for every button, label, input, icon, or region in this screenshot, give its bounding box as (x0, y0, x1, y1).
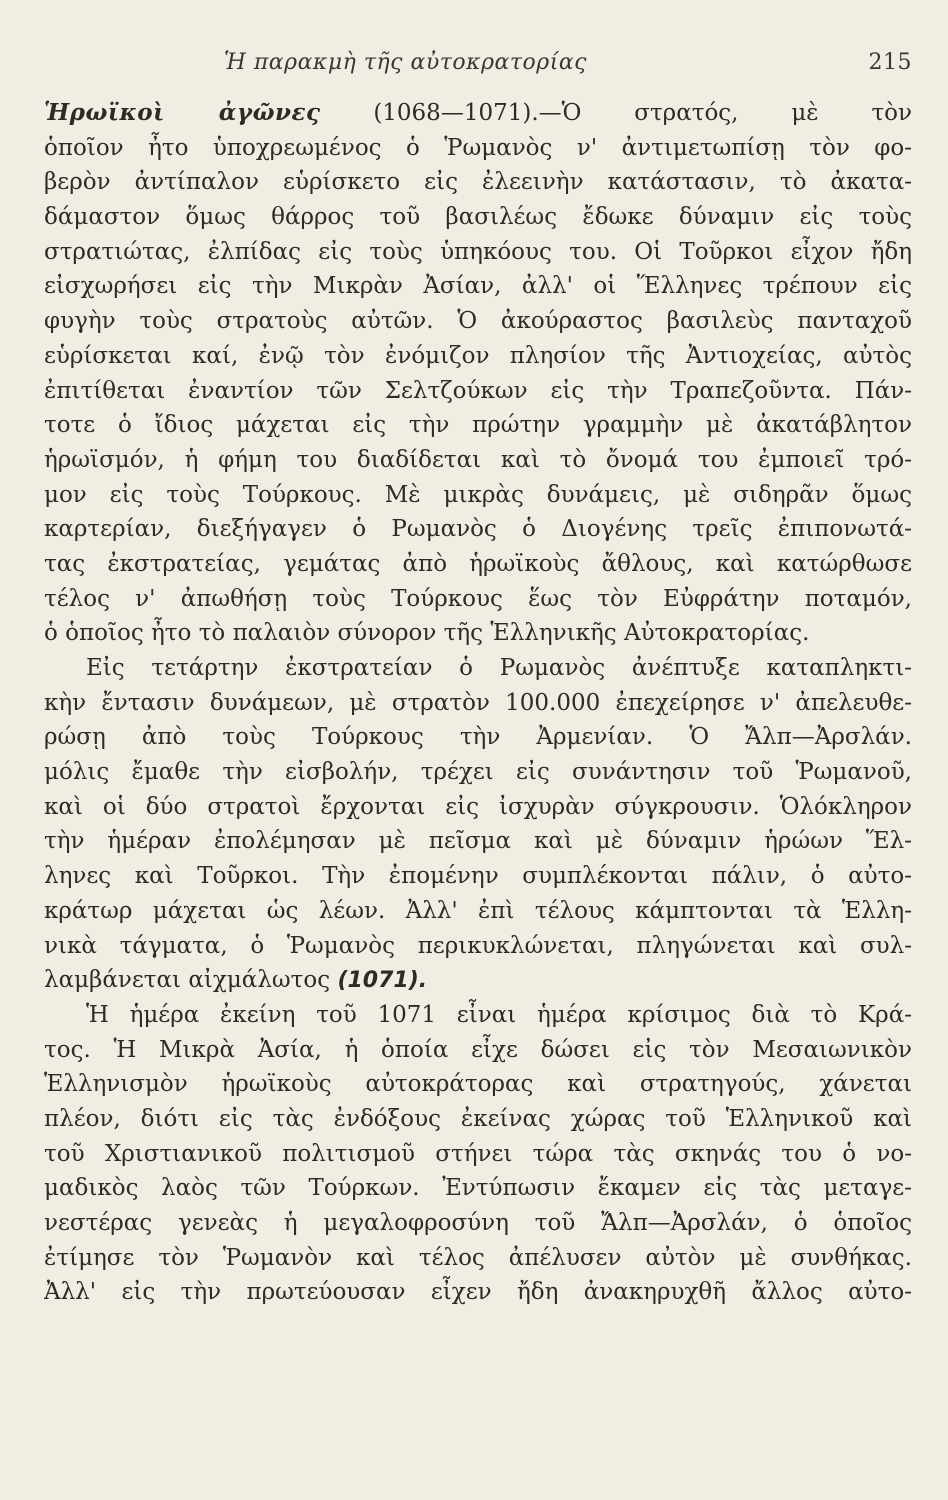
text-line: τος. Ἡ Μικρὰ Ἀσία, ἡ ὁποία εἶχε δώσει εἰς τὸν Μεσαιωνικὸν (44, 1036, 912, 1063)
page-number: 215 (868, 50, 912, 75)
text-line: βερὸν ἀντίπαλον εὑρίσκετο εἰς ἐλεεινὴν κατάστασιν, τὸ ἀκατα- (44, 169, 912, 196)
text-line: Ἑλληνισμὸν ἡρωϊκοὺς αὐτοκράτορας καὶ στρατηγούς, χάνεται (44, 1071, 912, 1098)
text-line: Εἰς τετάρτην ἐκστρατείαν ὁ Ρωμανὸς ἀνέπτυξε καταπληκτι- (86, 655, 912, 681)
text-line: κράτωρ μάχεται ὡς λέων. Ἀλλ' ἐπὶ τέλους κάμπτονται τὰ Ἑλλη- (44, 897, 912, 924)
text-line: φυγὴν τοὺς στρατοὺς αὐτῶν. Ὁ ἀκούραστος βασιλεὺς πανταχοῦ (44, 308, 912, 335)
text-line: Ἡ ἡμέρα ἐκείνη τοῦ 1071 εἶναι ἡμέρα κρίσιμος διὰ τὸ Κρά- (86, 1001, 912, 1028)
text-line: εἰσχωρήσει εἰς τὴν Μικρὰν Ἀσίαν, ἀλλ' οἱ Ἕλληνες τρέπουν εἰς (44, 273, 912, 300)
text-line: στρατιώτας, ἐλπίδας εἰς τοὺς ὑπηκόους του. Οἱ Τοῦρκοι εἶχον ἤδη (44, 238, 912, 265)
text-line: τας ἐκστρατείας, γεμάτας ἀπὸ ἡρωϊκοὺς ἄθλους, καὶ κατώρθωσε (44, 550, 912, 577)
running-title: Ἡ παρακμὴ τῆς αὐτοκρατορίας (224, 50, 588, 75)
text-line: καὶ οἱ δύο στρατοὶ ἔρχονται εἰς ἰσχυρὰν σύγκρουσιν. Ὁλόκληρον (44, 793, 912, 820)
text-line: ληνες καὶ Τοῦρκοι. Τὴν ἐπομένην συμπλέκονται πάλιν, ὁ αὐτο- (44, 863, 912, 890)
text-line: ρώσῃ ἀπὸ τοὺς Τούρκους τὴν Ἀρμενίαν. Ὁ Ἄλπ—Ἀρσλάν. (44, 724, 912, 751)
text-line-fragment: λαμβάνεται αἰχμάλωτος (44, 967, 331, 994)
text-line: Ἀλλ' εἰς τὴν πρωτεύουσαν εἶχεν ἤδη ἀνακηρυχθῆ ἄλλος αὐτο- (44, 1279, 912, 1306)
text-line: τὴν ἡμέραν ἐπολέμησαν μὲ πεῖσμα καὶ μὲ δύναμιν ἡρώων Ἕλ- (44, 828, 912, 855)
paragraph-1 (44, 96, 912, 651)
text-line: ἐπιτίθεται ἐναντίον τῶν Σελτζούκων εἰς τὴν Τραπεζοῦντα. Πάν- (44, 377, 912, 404)
text-line (44, 96, 912, 131)
date-note: (1071). (337, 968, 428, 994)
text-line-fragment: —Ὁ στρατός, μὲ τὸν (538, 100, 912, 126)
text-line: κὴν ἔντασιν δυνάμεων, μὲ στρατὸν 100.000 ἐπεχείρησε ν' ἀπελευθε- (44, 689, 912, 716)
text-line: ἡρωϊσμόν, ἡ φήμη του διαδίδεται καὶ τὸ ὄνομά του ἐμποιεῖ τρό- (44, 446, 912, 473)
text-line: τοτε ὁ ἴδιος μάχεται εἰς τὴν πρώτην γραμμὴν μὲ ἀκατάβλητον (44, 412, 912, 439)
section-heading: Ἡρωϊκοὶ ἀγῶνες (44, 99, 321, 126)
body-text (44, 96, 912, 1310)
text-line (44, 963, 912, 998)
paragraph-2 (44, 651, 912, 998)
text-line: νικὰ τάγματα, ὁ Ῥωμανὸς περικυκλώνεται, πληγώνεται καὶ συλ- (44, 932, 912, 959)
text-line: πλέον, διότι εἰς τὰς ἐνδόξους ἐκείνας χώρας τοῦ Ἑλληνικοῦ καὶ (44, 1105, 912, 1132)
text-line: καρτερίαν, διεξήγαγεν ὁ Ρωμανὸς ὁ Διογένης τρεῖς ἐπιπονωτά- (44, 516, 912, 543)
text-line: νεστέρας γενεὰς ἡ μεγαλοφροσύνη τοῦ Ἄλπ—Ἀρσλάν, ὁ ὁποῖος (44, 1210, 912, 1236)
section-dates: (1068—1071). (373, 100, 539, 126)
text-line: ἐτίμησε τὸν Ῥωμανὸν καὶ τέλος ἀπέλυσεν αὐτὸν μὲ συνθήκας. (44, 1244, 912, 1271)
text-line: δάμαστον ὅμως θάρρος τοῦ βασιλέως ἔδωκε δύναμιν εἰς τοὺς (44, 204, 912, 231)
text-line: ὁ ὁποῖος ἦτο τὸ παλαιὸν σύνορον τῆς Ἑλληνικῆς Αὐτοκρατορίας. (44, 620, 810, 647)
text-line: μον εἰς τοὺς Τούρκους. Μὲ μικρὰς δυνάμεις, μὲ σιδηρᾶν ὅμως (44, 481, 912, 508)
paragraph-3 (44, 998, 912, 1310)
text-line: μόλις ἔμαθε τὴν εἰσβολήν, τρέχει εἰς συνάντησιν τοῦ Ῥωμανοῦ, (44, 759, 912, 786)
text-line: τέλος ν' ἀπωθήσῃ τοὺς Τούρκους ἕως τὸν Εὐφράτην ποταμόν, (44, 585, 912, 612)
text-line: τοῦ Χριστιανικοῦ πολιτισμοῦ στήνει τώρα τὰς σκηνάς του ὁ νο- (44, 1140, 912, 1167)
running-head (44, 46, 912, 96)
book-page (44, 46, 912, 1466)
text-line: εὑρίσκεται καί, ἐνῷ τὸν ἐνόμιζον πλησίον τῆς Ἀντιοχείας, αὐτὸς (44, 342, 912, 369)
text-line: μαδικὸς λαὸς τῶν Τούρκων. Ἐντύπωσιν ἔκαμεν εἰς τὰς μεταγε- (44, 1175, 912, 1202)
text-line: ὁποῖον ἦτο ὑποχρεωμένος ὁ Ῥωμανὸς ν' ἀντιμετωπίσῃ τὸν φο- (44, 134, 912, 161)
